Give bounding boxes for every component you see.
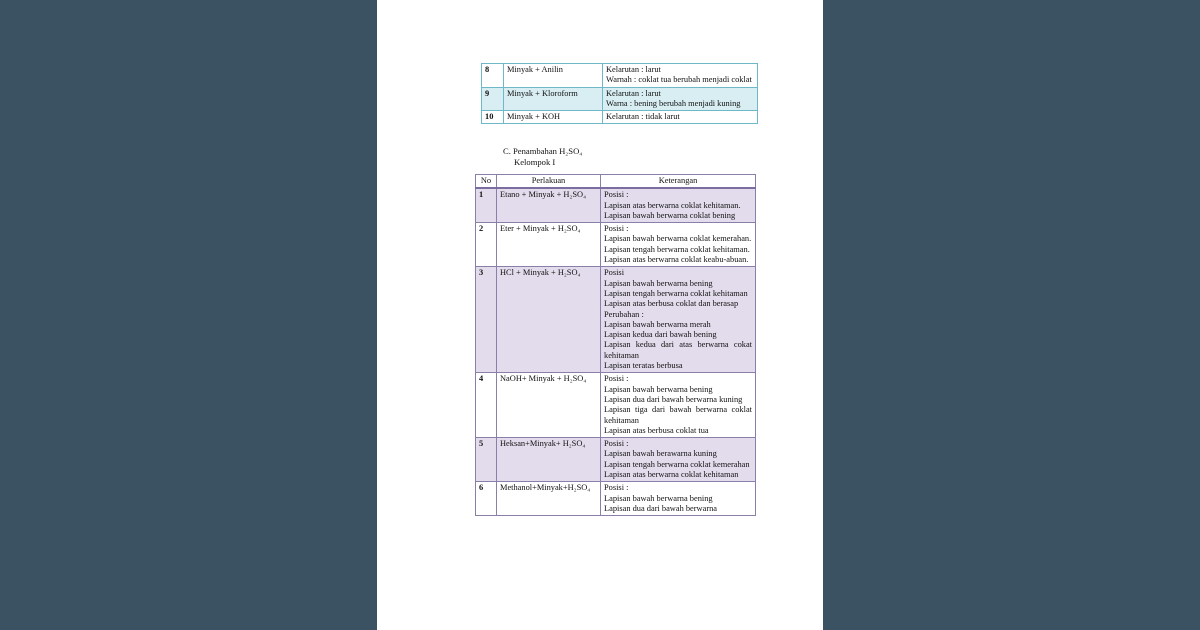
- header-perlakuan: Perlakuan: [497, 175, 601, 189]
- header-keterangan: Keterangan: [601, 175, 756, 189]
- row-description: Posisi : Lapisan atas berwarna coklat kehitaman. Lapisan bawah berwarna coklat bening: [601, 188, 756, 222]
- row-treatment: Minyak + Kloroform: [504, 87, 603, 111]
- row-description: Kelarutan : larut Warnah : coklat tua berubah menjadi coklat: [603, 64, 758, 88]
- section-heading: [503, 146, 582, 167]
- table-row: [482, 87, 758, 111]
- table-row: [476, 482, 756, 516]
- row-number: 2: [476, 223, 497, 267]
- row-description: Posisi Lapisan bawah berwarna bening Lapisan tengah berwarna coklat kehitaman Lapisan atas berbusa coklat dan berasap Perubahan : Lapisan bawah berwarna merah Lapisan kedua dari bawah bening Lapisan kedua dari atas berwarna cokat kehitaman Lapisan teratas berbusa: [601, 267, 756, 373]
- row-number: 5: [476, 438, 497, 482]
- row-treatment: NaOH+ Minyak + H₂SO₄: [497, 373, 601, 438]
- row-treatment: Eter + Minyak + H₂SO₄: [497, 223, 601, 267]
- row-treatment: Heksan+Minyak+ H₂SO₄: [497, 438, 601, 482]
- header-no: No: [476, 175, 497, 189]
- table-row: [476, 438, 756, 482]
- row-number: 10: [482, 111, 504, 124]
- table-row: [482, 64, 758, 88]
- h2so4-results-table: [475, 174, 756, 516]
- row-description: Posisi : Lapisan bawah berwarna coklat kemerahan. Lapisan tengah berwarna coklat kehitaman. Lapisan atas berwarna coklat keabu-abuan.: [601, 223, 756, 267]
- row-description: Kelarutan : larut Warna : bening berubah menjadi kuning: [603, 87, 758, 111]
- row-treatment: Minyak + KOH: [504, 111, 603, 124]
- table-row: [476, 188, 756, 222]
- row-treatment: Etano + Minyak + H₂SO₄: [497, 188, 601, 222]
- results-table-continued: [481, 63, 758, 124]
- table-row: [476, 373, 756, 438]
- row-description: Posisi : Lapisan bawah berwarna bening Lapisan dua dari bawah berwarna kuning Lapisan tiga dari bawah berwarna coklat kehitaman Lapisan atas berbusa coklat tua: [601, 373, 756, 438]
- section-title: C. Penambahan H₂SO₄: [503, 146, 583, 156]
- row-description: Kelarutan : tidak larut: [603, 111, 758, 124]
- document-page: [377, 0, 823, 630]
- row-description: Posisi : Lapisan bawah berawarna kuning Lapisan tengah berwarna coklat kemerahan Lapisan atas berwarna coklat kehitaman: [601, 438, 756, 482]
- row-number: 8: [482, 64, 504, 88]
- row-number: 4: [476, 373, 497, 438]
- table-row: [482, 111, 758, 124]
- row-treatment: HCl + Minyak + H₂SO₄: [497, 267, 601, 373]
- row-number: 6: [476, 482, 497, 516]
- row-number: 3: [476, 267, 497, 373]
- row-description: Posisi : Lapisan bawah berwarna bening Lapisan dua dari bawah berwarna: [601, 482, 756, 516]
- table-header-row: [476, 175, 756, 189]
- row-treatment: Minyak + Anilin: [504, 64, 603, 88]
- row-number: 9: [482, 87, 504, 111]
- table-row: [476, 223, 756, 267]
- table-row: [476, 267, 756, 373]
- row-treatment: Methanol+Minyak+H₂SO₄: [497, 482, 601, 516]
- section-subtitle: Kelompok I: [514, 156, 556, 167]
- row-number: 1: [476, 188, 497, 222]
